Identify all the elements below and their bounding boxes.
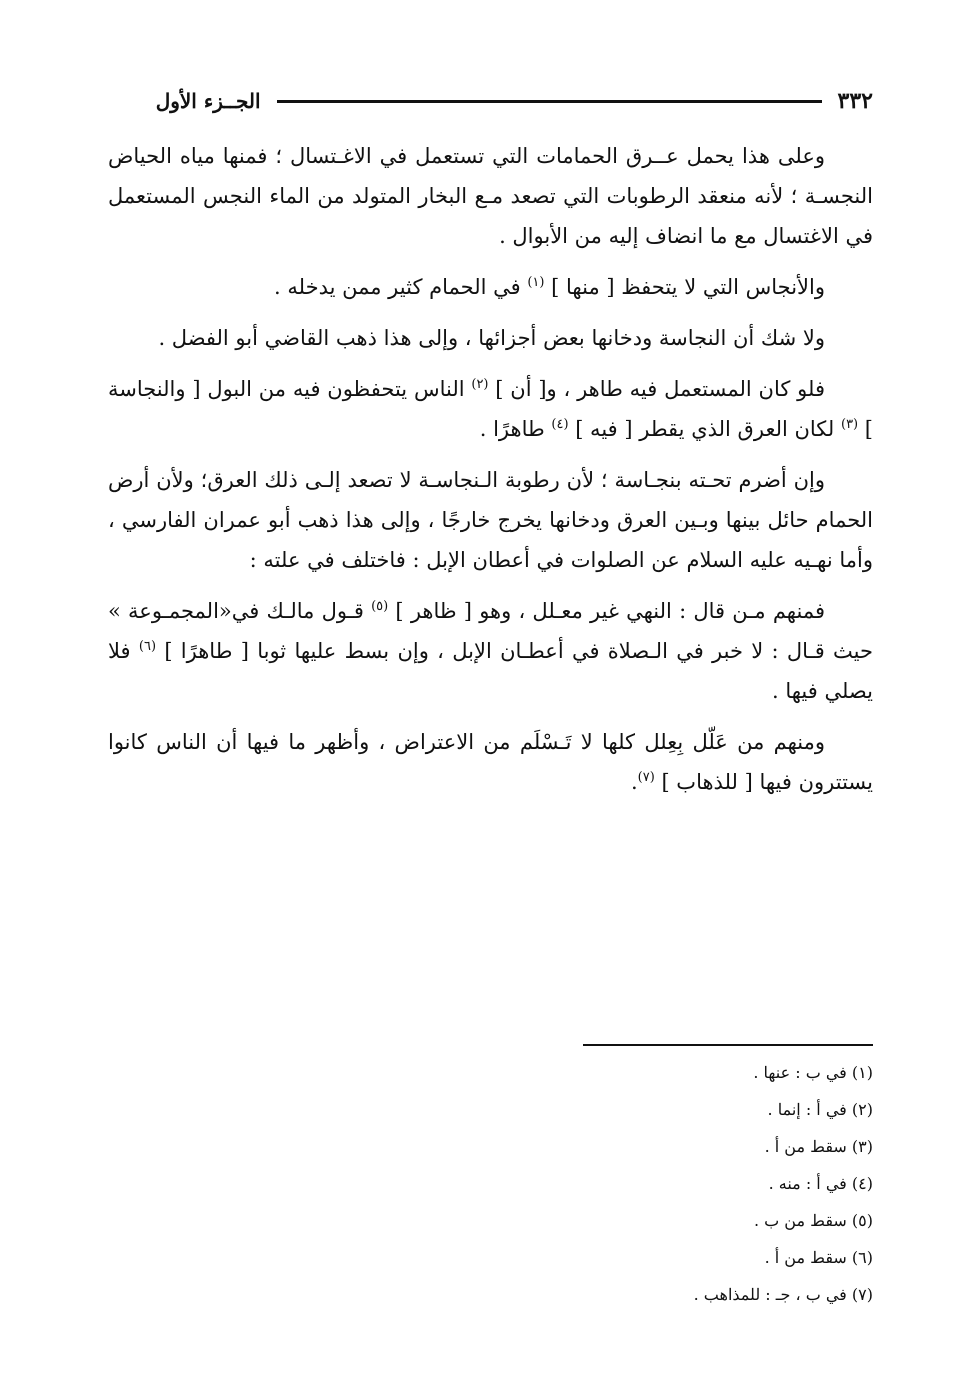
paragraph-text: لكان العرق الذي يقطر [ فيه ] [568,417,841,441]
paragraph-text: فمنهم مـن قال : النهي غير معـلل ، وهو [ ظاهر ] [388,599,825,623]
footnote-item: (٤) في أ : منه . [768,1174,873,1193]
footnote-marker: (٦) [138,639,157,654]
footnote-rule [583,1044,873,1046]
page-header [108,84,873,118]
footnote-marker: (٣) [840,417,859,432]
paragraph-text: قـول مالـك في«المجمـوعة » حيث قـال : لا خبر في الـصلاة في أعطـان الإبل ، وإن بسط عليها ثوبا [ طاهرًا ] [108,599,874,663]
footnote-marker: (١) [527,275,545,290]
running-title: الجــزء الأول [155,89,261,113]
paragraph-text: الناس يتحفظون فيه من البول [ والنجاسة ] [108,377,873,441]
footnote-marker: (٤) [551,417,569,432]
paragraph [108,722,873,802]
paragraph-text: والأنجاس التي لا يتحفظ [ منها ] [544,275,825,299]
body-text [108,136,873,813]
footnote-item: (٧) في ب ، جـ : للمذاهب . [693,1285,873,1304]
paragraph-text: وعلى هذا يحمل عــرق الحمامات التي تستعمل في الاغـتسال ؛ فمنها مياه الحياض النجسـة ؛ لأنه منعقد الرطوبات التي تصعد مـع البخار المتولد من الماء النجس المستعمل في الاغتسال مع ما انضاف إليه من الأبوال . [108,144,873,248]
paragraph-text: وإن أضرم تحـته بنجـاسة ؛ لأن رطوبة الـنجاسـة لا تصعد إلـى ذلك العرق؛ ولأن أرض الحمام حائل بينها وبـين العرق ودخانها يخرج خارجًا ، وإلى هذا ذهب أبو عمران الفارسي ، وأما نهـيه عليه السلام عن الصلوات في أعطان الإبل : فاختلف في علته : [108,468,873,572]
paragraph-text: طاهرًا . [479,417,552,441]
paragraph [108,136,873,256]
header-rule [277,100,822,103]
paragraph [108,460,873,580]
footnote-item: (٥) سقط من ب . [753,1211,873,1230]
footnote-item: (١) في ب : عنها . [753,1063,873,1082]
footnote-marker: (٧) [637,770,655,785]
paragraph-text: ولا شك أن النجاسة ودخانها بعض أجزائها ، وإلى هذا ذهب القاضي أبو الفضل . [158,326,825,350]
paragraph-text: . [630,770,638,794]
paragraph [108,591,873,711]
paragraph-text: فلو كان المستعمل فيه طاهر ، و[ أن ] [488,377,825,401]
footnote-item: (٢) في أ : إنما . [767,1100,873,1119]
footnote-marker: (٥) [371,599,389,614]
paragraph [108,267,873,307]
paragraph-text: ومنهم من عَلّل بِعِلل كلها لا تَـسْلَم من الاعتراض ، وأظهر ما فيها أن الناس كانوا يستترون فيها [ للذهاب ] [108,730,873,794]
page-number: ٣٣٢ [837,88,873,114]
footnote-marker: (٢) [471,377,489,392]
footnote-item: (٣) سقط من أ . [764,1137,873,1156]
footnotes-list [473,1054,873,1313]
paragraph-text: فلا يصلي فيها . [108,639,873,703]
footnote-item: (٦) سقط من أ . [764,1248,873,1267]
paragraph-text: في الحمام كثير ممن يدخله . [274,275,528,299]
paragraph [108,318,873,358]
paragraph [108,369,873,449]
